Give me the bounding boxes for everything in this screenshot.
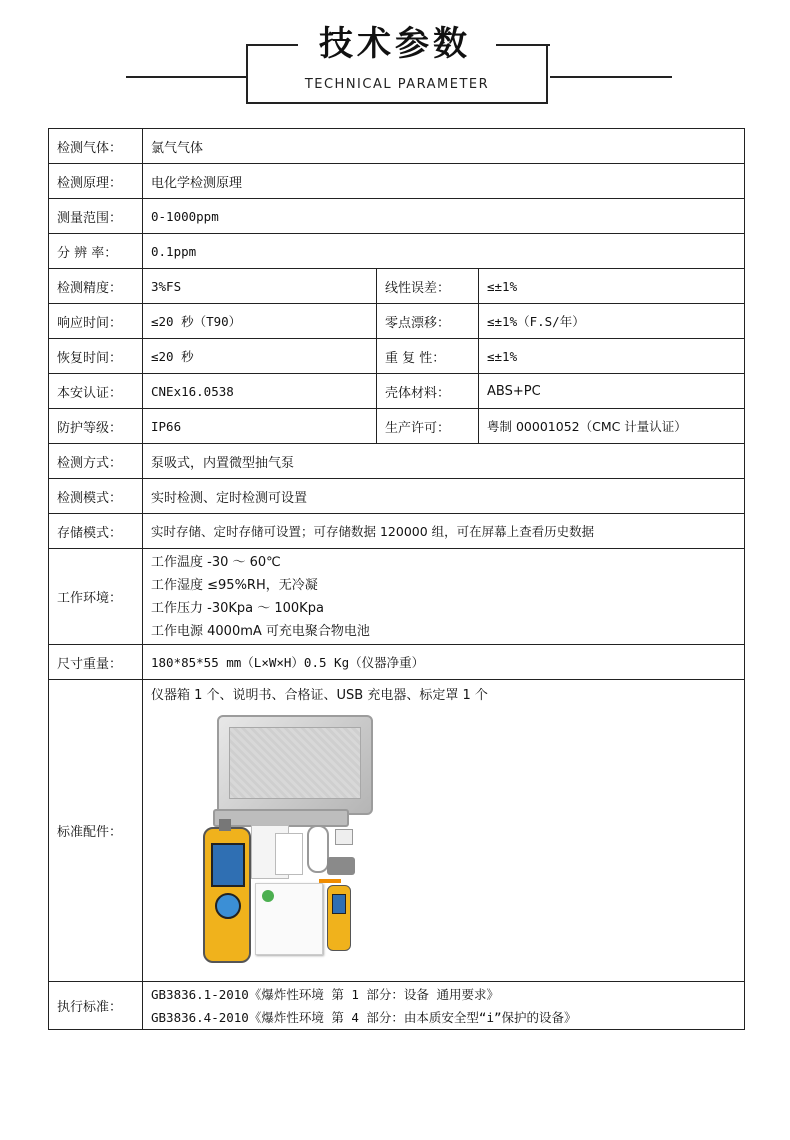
table-row: [49, 409, 745, 444]
row-value: 电化学检测原理: [143, 164, 745, 199]
row-label: 本安认证：: [49, 374, 143, 409]
accessories-photo: [203, 707, 433, 959]
title-frame-top-left: [246, 44, 298, 46]
row-value: CNEx16.0538: [143, 374, 377, 409]
table-row: [49, 514, 745, 549]
row-value: IP66: [143, 409, 377, 444]
usb-cable-image: [307, 825, 329, 873]
row-label: 分 辨 率：: [49, 234, 143, 269]
standard-line: GB3836.1-2010《爆炸性环境 第 1 部分：设备 通用要求》: [151, 986, 499, 1002]
standard-line: GB3836.4-2010《爆炸性环境 第 4 部分：由本质安全型“i”保护的设备》: [151, 1009, 577, 1025]
row-value: 泵吸式，内置微型抽气泵: [143, 444, 745, 479]
row-value: 0.1ppm: [143, 234, 745, 269]
row-label: 恢复时间：: [49, 339, 143, 374]
row-value: 0-1000ppm: [143, 199, 745, 234]
row-value: 实时检测、定时检测可设置: [143, 479, 745, 514]
page-subtitle: TECHNICAL PARAMETER: [304, 77, 490, 92]
table-row: [49, 164, 745, 199]
row-label: 检测原理：: [49, 164, 143, 199]
table-row: [49, 269, 745, 304]
row-label: 检测精度：: [49, 269, 143, 304]
row-value: ≤20 秒（T90）: [143, 304, 377, 339]
env-line: 工作电源 4000mA 可充电聚合物电池: [151, 623, 370, 639]
title-frame: [246, 44, 548, 104]
table-row: [49, 374, 745, 409]
row-label: 重 复 性：: [377, 339, 479, 374]
row-value: ≤±1%: [479, 269, 745, 304]
table-row: [49, 479, 745, 514]
accessories-cell: [143, 680, 745, 982]
table-row: [49, 680, 745, 982]
env-line: 工作压力 -30Kpa ～ 100Kpa: [151, 600, 324, 616]
row-label: 防护等级：: [49, 409, 143, 444]
page-title: 技术参数: [319, 24, 471, 64]
row-value-multiline: [143, 549, 745, 645]
row-label: 检测方式：: [49, 444, 143, 479]
row-value: ≤±1%（F.S/年）: [479, 304, 745, 339]
row-value: ABS+PC: [479, 374, 745, 409]
row-label: 壳体材料：: [377, 374, 479, 409]
row-label: 生产许可：: [377, 409, 479, 444]
row-value: ≤±1%: [479, 339, 745, 374]
row-value: 实时存储、定时存储可设置；可存储数据 120000 组，可在屏幕上查看历史数据: [143, 514, 745, 549]
row-label: 线性误差：: [377, 269, 479, 304]
table-row: [49, 982, 745, 1030]
row-value: 粤制 00001052（CMC 计量认证）: [479, 409, 745, 444]
title-rule-right: [550, 76, 672, 78]
table-row: [49, 549, 745, 645]
certificate-image: [275, 833, 303, 875]
env-line: 工作湿度 ≤95%RH，无冷凝: [151, 577, 318, 593]
row-value: 3%FS: [143, 269, 377, 304]
row-value: 氯气气体: [143, 129, 745, 164]
table-row: [49, 645, 745, 680]
table-row: [49, 129, 745, 164]
row-label: 零点漂移：: [377, 304, 479, 339]
row-label: 响应时间：: [49, 304, 143, 339]
booklet-image: [255, 883, 323, 955]
charger-image: [335, 829, 353, 845]
row-value: 仪器箱 1 个、说明书、合格证、USB 充电器、标定罩 1 个: [151, 688, 488, 703]
row-value: 180*85*55 mm（L×W×H）0.5 Kg（仪器净重）: [143, 645, 745, 680]
row-label: 工作环境：: [49, 549, 143, 645]
instrument-case-image: [217, 715, 373, 815]
title-rule-left: [126, 76, 246, 78]
table-row: [49, 234, 745, 269]
row-label: 检测模式：: [49, 479, 143, 514]
row-value: ≤20 秒: [143, 339, 377, 374]
env-line: 工作温度 -30 ～ 60℃: [151, 554, 281, 570]
table-row: [49, 444, 745, 479]
table-row: [49, 199, 745, 234]
row-label: 存储模式：: [49, 514, 143, 549]
table-row: [49, 304, 745, 339]
spec-table: [48, 128, 745, 1030]
calibration-cap-image: [327, 857, 355, 875]
title-frame-top-right: [496, 44, 550, 46]
row-label: 尺寸重量：: [49, 645, 143, 680]
gas-detector-small-image: [327, 885, 351, 951]
row-value-multiline: [143, 982, 745, 1030]
row-label: 执行标准：: [49, 982, 143, 1030]
row-label: 标准配件：: [49, 680, 143, 982]
row-label: 检测气体：: [49, 129, 143, 164]
table-row: [49, 339, 745, 374]
row-label: 测量范围：: [49, 199, 143, 234]
gas-detector-image: [203, 827, 251, 963]
